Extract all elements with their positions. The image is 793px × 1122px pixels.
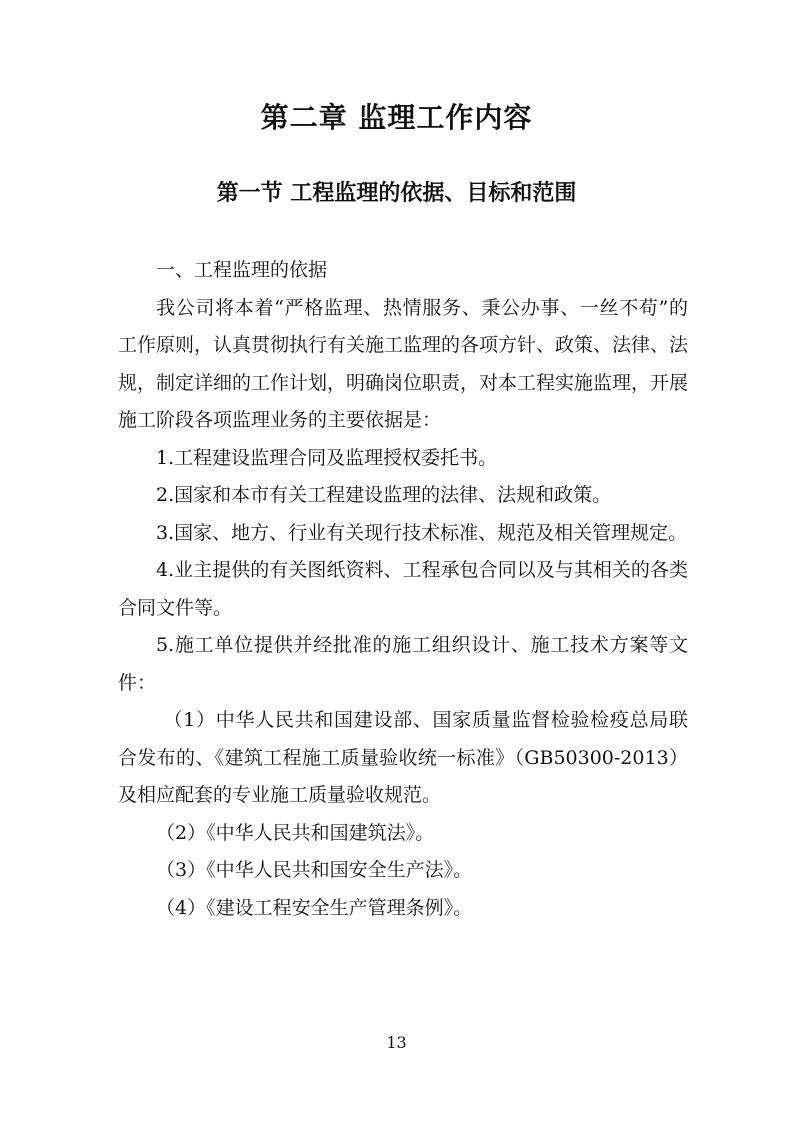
list-item: 2.国家和本市有关工程建设监理的法律、法规和政策。 — [156, 484, 612, 506]
body-text — [118, 252, 688, 927]
sub-list-item: （2）《中华人民共和国建筑法》。 — [156, 821, 435, 844]
sub-list-item: （3）《中华人民共和国安全生产法》。 — [156, 859, 473, 881]
list-item: 1.工程建设监理合同及监理授权委托书。 — [156, 446, 498, 469]
section-title: 第一节 工程监理的依据、目标和范围 — [216, 181, 577, 206]
subsection-heading: 一、工程监理的依据 — [156, 259, 328, 281]
list-item: 5.施工单位提供并经批准的施工组织设计、施工技术方案等文件： — [118, 634, 688, 694]
page-number: 13 — [386, 1033, 407, 1052]
list-item: 4.业主提供的有关图纸资料、工程承包合同以及与其相关的各类合同文件等。 — [118, 559, 688, 619]
sub-list-item: （1）中华人民共和国建设部、国家质量监督检验检疫总局联合发布的、《建筑工程施工质量验收统一标准》（GB50300-2013）及相应配套的专业施工质量验收规范。 — [118, 709, 688, 806]
list-item: 3.国家、地方、行业有关现行技术标准、规范及相关管理规定。 — [156, 521, 688, 544]
chapter-title: 第二章 监理工作内容 — [260, 101, 533, 134]
sub-list-item: （4）《建设工程安全生产管理条例》。 — [156, 896, 473, 919]
intro-paragraph: 我公司将本着“严格监理、热情服务、秉公办事、一丝不苟”的工作原则，认真贯彻执行有关施工监理的各项方针、政策、法律、法规，制定详细的工作计划，明确岗位职责，对本工程实施监理，开展施工阶段各项监理业务的主要依据是： — [118, 296, 689, 431]
